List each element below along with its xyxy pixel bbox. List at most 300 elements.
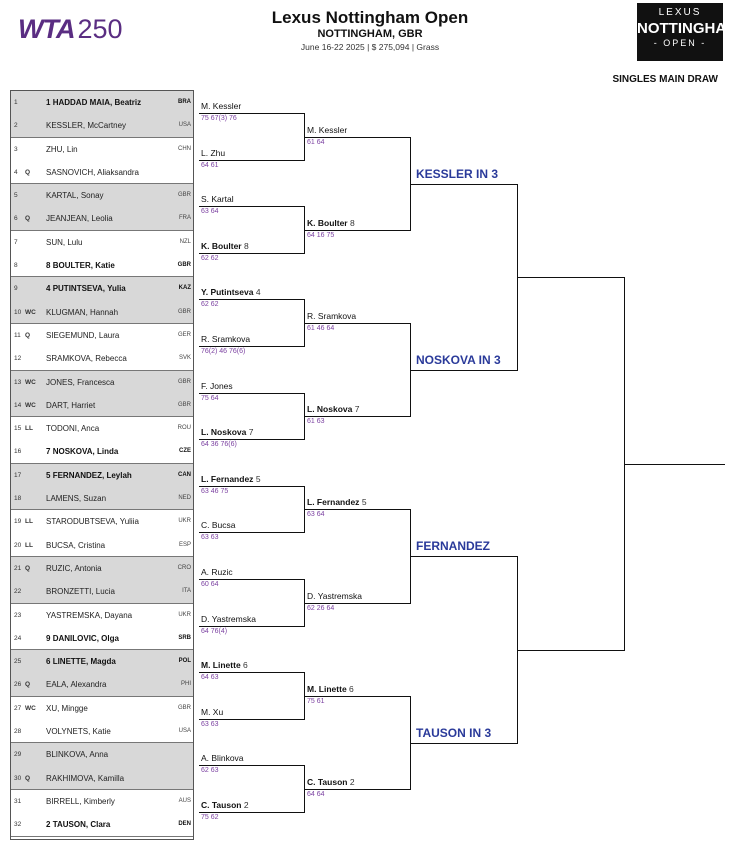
draw-pair bbox=[11, 604, 193, 651]
entry-status: WC bbox=[25, 401, 36, 409]
draw-row bbox=[11, 720, 193, 743]
player-name: ZHU, Lin bbox=[46, 144, 78, 154]
draw-row bbox=[11, 161, 193, 184]
entry-status: LL bbox=[25, 425, 33, 433]
player-name-cell bbox=[46, 604, 132, 627]
entry-status: WC bbox=[25, 704, 36, 712]
winner-name bbox=[201, 520, 236, 530]
draw-pair bbox=[11, 324, 193, 371]
winner-name bbox=[201, 567, 233, 577]
player-name-cell bbox=[46, 91, 141, 114]
draw-pair bbox=[11, 91, 193, 138]
player-name-cell bbox=[46, 767, 124, 790]
wta-250-logo bbox=[18, 14, 123, 45]
draw-pair bbox=[11, 650, 193, 697]
winner-name bbox=[201, 800, 249, 810]
draw-pair bbox=[11, 464, 193, 511]
country-code: POL bbox=[178, 658, 191, 665]
winner-name bbox=[307, 404, 359, 414]
country-code: UKR bbox=[178, 611, 191, 618]
draw-number: 9 bbox=[14, 285, 18, 293]
player-name: DANILOVIC, Olga bbox=[52, 633, 119, 643]
player-name-cell bbox=[46, 650, 116, 673]
draw-row bbox=[11, 557, 193, 580]
country-code: GBR bbox=[177, 401, 191, 408]
bracket-line bbox=[199, 393, 305, 394]
logo-line-1: LEXUS bbox=[658, 7, 702, 18]
bracket-line bbox=[199, 579, 305, 580]
seed-number: 2 bbox=[46, 820, 51, 830]
winner-text: R. Sramkova bbox=[201, 334, 251, 344]
player-name: PUTINTSEVA, Yulia bbox=[52, 284, 126, 294]
player-name-cell bbox=[46, 487, 106, 510]
bracket-line bbox=[199, 160, 305, 161]
player-name-cell bbox=[46, 790, 115, 813]
bracket-line bbox=[305, 323, 411, 324]
player-name: TAUSON, Clara bbox=[52, 820, 111, 830]
draw-number: 16 bbox=[14, 448, 22, 456]
seed-number: 5 bbox=[46, 470, 51, 480]
winner-text: C. Bucsa bbox=[201, 520, 236, 530]
draw-number: 26 bbox=[14, 681, 22, 689]
bracket-line bbox=[411, 556, 518, 557]
seed-number: 7 bbox=[46, 447, 51, 457]
winner-text: M. Xu bbox=[201, 707, 224, 717]
player-name: SIEGEMUND, Laura bbox=[46, 331, 120, 340]
winner-text: Y. Putintseva bbox=[201, 287, 254, 297]
winner-text: L. Noskova bbox=[307, 404, 353, 414]
wta-tier-text: 250 bbox=[77, 14, 123, 44]
winner-text: M. Linette bbox=[307, 684, 347, 694]
player-name-cell bbox=[46, 184, 104, 207]
draw-number: 15 bbox=[14, 425, 22, 433]
winner-name bbox=[201, 427, 253, 437]
seed-number: 1 bbox=[46, 98, 51, 107]
match-score: 62 63 bbox=[201, 767, 219, 774]
match-score: 60 64 bbox=[201, 581, 219, 588]
draw-row bbox=[11, 650, 193, 673]
player-name-cell bbox=[46, 161, 139, 184]
bracket-line bbox=[305, 696, 411, 697]
match-score: 64 61 bbox=[201, 162, 219, 169]
country-code: KAZ bbox=[178, 285, 191, 292]
bracket-line bbox=[305, 137, 411, 138]
draw-label: SINGLES MAIN DRAW bbox=[612, 74, 718, 85]
semifinalist-label: TAUSON IN 3 bbox=[416, 726, 492, 740]
draw-number: 5 bbox=[14, 192, 18, 200]
draw-row bbox=[11, 767, 193, 790]
player-name: BIRRELL, Kimberly bbox=[46, 797, 115, 806]
draw-number: 4 bbox=[14, 168, 18, 176]
bracket-line bbox=[518, 650, 625, 651]
player-name: KARTAL, Sonay bbox=[46, 191, 104, 201]
country-code: CAN bbox=[178, 471, 191, 478]
match-score: 64 76(4) bbox=[201, 628, 228, 635]
winner-name bbox=[201, 753, 244, 763]
country-code: GBR bbox=[177, 192, 191, 199]
match-score: 63 63 bbox=[201, 534, 219, 541]
winner-seed: 5 bbox=[255, 474, 261, 484]
draw-row bbox=[11, 114, 193, 137]
match-score: 61 63 bbox=[307, 418, 325, 425]
match-score: 64 63 bbox=[201, 674, 219, 681]
bracket-line bbox=[199, 299, 305, 300]
winner-text: D. Yastremska bbox=[307, 591, 362, 601]
bracket-line bbox=[518, 277, 625, 278]
bracket-line bbox=[199, 439, 305, 440]
tournament-title: Lexus Nottingham Open bbox=[271, 8, 469, 27]
country-code: GER bbox=[177, 332, 191, 338]
player-name-cell bbox=[46, 464, 132, 487]
country-code: GBR bbox=[177, 704, 191, 711]
winner-name bbox=[201, 287, 261, 297]
entry-status: LL bbox=[25, 541, 33, 549]
draw-row bbox=[11, 371, 193, 394]
player-name-cell bbox=[46, 301, 118, 324]
winner-seed: 7 bbox=[248, 427, 254, 437]
player-name: KLUGMAN, Hannah bbox=[46, 307, 119, 317]
match-score: 63 64 bbox=[307, 511, 325, 518]
country-code: BRA bbox=[178, 99, 191, 105]
seed-number: 4 bbox=[46, 284, 51, 294]
country-code: CZE bbox=[179, 448, 191, 455]
player-name-cell bbox=[46, 440, 118, 463]
bracket-line bbox=[199, 206, 305, 207]
draw-pair bbox=[11, 790, 193, 837]
match-score: 62 62 bbox=[201, 255, 219, 262]
draw-number: 11 bbox=[14, 332, 21, 339]
player-name-cell bbox=[46, 534, 105, 557]
player-name-cell bbox=[46, 697, 88, 720]
draw-number: 25 bbox=[14, 658, 22, 666]
player-name-cell bbox=[46, 720, 111, 743]
lexus-nottingham-logo bbox=[637, 3, 739, 61]
country-code: GBR bbox=[177, 378, 191, 385]
match-score: 61 46 64 bbox=[307, 325, 335, 332]
entry-status: WC bbox=[25, 378, 36, 386]
entry-status: Q bbox=[25, 565, 31, 572]
player-name: SUN, Lulu bbox=[46, 237, 83, 247]
winner-text: L. Fernandez bbox=[201, 474, 254, 484]
draw-row bbox=[11, 813, 193, 836]
player-name-cell bbox=[46, 510, 139, 533]
draw-pair bbox=[11, 510, 193, 557]
bracket-line bbox=[305, 789, 411, 790]
bracket-line bbox=[199, 113, 305, 114]
winner-name bbox=[201, 148, 225, 158]
tournament-location: NOTTINGHAM, GBR bbox=[317, 28, 423, 40]
draw-number: 17 bbox=[14, 471, 22, 479]
winner-text: K. Boulter bbox=[307, 218, 348, 228]
draw-row bbox=[11, 627, 193, 650]
winner-text: L. Fernandez bbox=[307, 497, 360, 507]
country-code: FRA bbox=[179, 215, 191, 222]
draw-row bbox=[11, 347, 193, 370]
match-score: 63 46 75 bbox=[201, 488, 229, 495]
country-code: USA bbox=[178, 728, 191, 735]
draw-row bbox=[11, 91, 193, 114]
semifinalist-label: KESSLER IN 3 bbox=[416, 167, 499, 181]
draw-pair bbox=[11, 557, 193, 604]
draw-row bbox=[11, 324, 193, 347]
bracket-line bbox=[625, 464, 725, 465]
draw-row bbox=[11, 184, 193, 207]
winner-seed: 4 bbox=[255, 287, 261, 297]
draw-row bbox=[11, 440, 193, 463]
country-code: ITA bbox=[182, 588, 191, 595]
draw-table bbox=[10, 90, 194, 840]
entry-status: WC bbox=[25, 308, 36, 316]
player-name-cell bbox=[46, 254, 115, 277]
player-name: SASNOVICH, Aliaksandra bbox=[46, 167, 139, 177]
seed-number: 9 bbox=[46, 633, 51, 643]
player-name: EALA, Alexandra bbox=[46, 680, 107, 690]
country-code: ESP bbox=[178, 541, 191, 548]
winner-seed: 6 bbox=[243, 660, 248, 670]
draw-row bbox=[11, 697, 193, 720]
match-score: 64 64 bbox=[307, 791, 325, 798]
draw-number: 19 bbox=[14, 518, 22, 526]
match-score: 75 61 bbox=[307, 698, 325, 705]
winner-name bbox=[307, 591, 362, 601]
player-name-cell bbox=[46, 347, 127, 370]
bracket-line bbox=[199, 719, 305, 720]
player-name-cell bbox=[46, 743, 108, 766]
player-name: XU, Mingge bbox=[46, 703, 88, 713]
match-score: 63 64 bbox=[201, 208, 219, 215]
player-name: BRONZETTI, Lucia bbox=[46, 587, 115, 597]
draw-number: 24 bbox=[14, 634, 22, 642]
winner-text: C. Tauson bbox=[307, 777, 348, 787]
winner-name bbox=[307, 125, 347, 135]
draw-row bbox=[11, 580, 193, 603]
player-name-cell bbox=[46, 417, 99, 440]
draw-row bbox=[11, 417, 193, 440]
player-name-cell bbox=[46, 813, 110, 836]
draw-number: 12 bbox=[14, 355, 22, 363]
draw-row bbox=[11, 487, 193, 510]
country-code: PHI bbox=[180, 681, 191, 688]
entry-status: LL bbox=[25, 518, 33, 526]
entry-status: Q bbox=[25, 168, 31, 176]
draw-number: 14 bbox=[14, 401, 22, 409]
draw-number: 28 bbox=[14, 728, 22, 736]
country-code: UKR bbox=[178, 518, 191, 525]
player-name: SRAMKOVA, Rebecca bbox=[46, 354, 127, 364]
draw-pair bbox=[11, 231, 193, 278]
draw-number: 23 bbox=[14, 611, 22, 619]
player-name: BLINKOVA, Anna bbox=[46, 750, 109, 760]
player-name-cell bbox=[46, 114, 126, 137]
match-score: 76(2) 46 76(6) bbox=[201, 348, 246, 355]
draw-pair bbox=[11, 743, 193, 790]
bracket-line bbox=[199, 626, 305, 627]
player-name-cell bbox=[46, 277, 126, 300]
draw-row bbox=[11, 231, 193, 254]
match-score: 62 26 64 bbox=[307, 605, 335, 612]
winner-text: M. Kessler bbox=[201, 101, 242, 111]
bracket-line bbox=[199, 812, 305, 813]
player-name-cell bbox=[46, 138, 78, 161]
country-code: GBR bbox=[177, 262, 191, 269]
draw-row bbox=[11, 207, 193, 230]
player-name-cell bbox=[46, 207, 113, 230]
winner-name bbox=[307, 218, 355, 228]
bracket-line bbox=[199, 253, 305, 254]
player-name-cell bbox=[46, 627, 119, 650]
winner-name bbox=[201, 241, 249, 251]
winner-name bbox=[307, 777, 355, 787]
player-name: RAKHIMOVA, Kamilla bbox=[46, 773, 125, 783]
match-score: 75 62 bbox=[201, 814, 219, 821]
winner-text: S. Kartal bbox=[201, 194, 234, 204]
draw-number: 22 bbox=[14, 588, 22, 596]
winner-name bbox=[307, 497, 367, 507]
entry-status: Q bbox=[25, 215, 31, 223]
winner-text: L. Noskova bbox=[201, 427, 247, 437]
draw-number: 32 bbox=[14, 821, 22, 829]
player-name-cell bbox=[46, 557, 102, 580]
semifinalist-label: NOSKOVA IN 3 bbox=[416, 353, 501, 367]
bracket-line bbox=[305, 509, 411, 510]
country-code: CRO bbox=[177, 565, 191, 571]
logo-line-3: - OPEN - bbox=[653, 38, 707, 48]
bracket-line bbox=[199, 672, 305, 673]
winner-name bbox=[307, 311, 356, 321]
country-code: ROU bbox=[177, 425, 191, 432]
winner-seed: 6 bbox=[349, 684, 354, 694]
draw-row bbox=[11, 673, 193, 696]
draw-number: 20 bbox=[14, 541, 22, 549]
draw-row bbox=[11, 510, 193, 533]
winner-seed: 5 bbox=[361, 497, 367, 507]
player-name: DART, Harriet bbox=[46, 400, 96, 410]
match-score: 75 67(3) 76 bbox=[201, 115, 237, 122]
country-code: NED bbox=[178, 495, 191, 502]
draw-row bbox=[11, 138, 193, 161]
tournament-info: June 16-22 2025 | $ 275,094 | Grass bbox=[300, 42, 440, 52]
player-name: RUZIC, Antonia bbox=[46, 564, 102, 573]
player-name: TODONI, Anca bbox=[46, 424, 100, 434]
entry-status: Q bbox=[25, 332, 31, 339]
winner-text: K. Boulter bbox=[201, 241, 242, 251]
country-code: USA bbox=[178, 122, 191, 129]
player-name: LAMENS, Suzan bbox=[46, 494, 107, 504]
draw-number: 1 bbox=[14, 99, 18, 106]
player-name-cell bbox=[46, 231, 82, 254]
winner-text: A. Ruzic bbox=[201, 567, 233, 577]
winner-text: M. Linette bbox=[201, 660, 241, 670]
draw-number: 7 bbox=[14, 238, 18, 246]
player-name: HADDAD MAIA, Beatriz bbox=[52, 98, 142, 107]
draw-pair bbox=[11, 371, 193, 418]
bracket-line bbox=[199, 532, 305, 533]
logo-line-2: NOTTINGHAM bbox=[637, 20, 739, 37]
draw-row bbox=[11, 394, 193, 417]
seed-number: 6 bbox=[46, 657, 51, 667]
winner-text: D. Yastremska bbox=[201, 614, 256, 624]
winner-text: L. Zhu bbox=[201, 148, 226, 158]
draw-pair bbox=[11, 417, 193, 464]
winner-text: A. Blinkova bbox=[201, 753, 244, 763]
match-score: 64 36 76(6) bbox=[201, 441, 237, 448]
player-name: LINETTE, Magda bbox=[52, 657, 116, 667]
player-name: VOLYNETS, Katie bbox=[46, 727, 111, 737]
country-code: CHN bbox=[178, 145, 191, 152]
wta-logo-text: WTA bbox=[18, 14, 75, 44]
winner-name bbox=[307, 684, 354, 694]
match-score: 75 64 bbox=[201, 395, 219, 402]
player-name-cell bbox=[46, 580, 115, 603]
draw-row bbox=[11, 743, 193, 766]
winner-seed: 7 bbox=[354, 404, 360, 414]
winner-name bbox=[201, 614, 256, 624]
draw-pair bbox=[11, 138, 193, 185]
winner-name bbox=[201, 660, 248, 670]
draw-number: 30 bbox=[14, 774, 22, 782]
player-name: STARODUBTSEVA, Yuliia bbox=[46, 517, 139, 527]
winner-text: M. Kessler bbox=[307, 125, 348, 135]
player-name: BUCSA, Cristina bbox=[46, 540, 106, 550]
country-code: SRB bbox=[178, 634, 191, 641]
draw-row bbox=[11, 254, 193, 277]
bracket-line bbox=[305, 230, 411, 231]
draw-number: 10 bbox=[14, 308, 22, 316]
winner-text: R. Sramkova bbox=[307, 311, 357, 321]
draw-row bbox=[11, 534, 193, 557]
bracket-line bbox=[199, 486, 305, 487]
player-name: BOULTER, Katie bbox=[52, 261, 115, 271]
entry-status: Q bbox=[25, 774, 31, 782]
match-score: 63 63 bbox=[201, 721, 219, 728]
bracket-line bbox=[199, 346, 305, 347]
bracket-line bbox=[199, 765, 305, 766]
player-name-cell bbox=[46, 673, 106, 696]
entry-status: Q bbox=[25, 681, 31, 689]
winner-text: F. Jones bbox=[201, 381, 233, 391]
country-code: DEN bbox=[178, 821, 191, 828]
draw-number: 8 bbox=[14, 262, 18, 270]
draw-pair bbox=[11, 277, 193, 324]
draw-number: 6 bbox=[14, 215, 18, 223]
draw-number: 18 bbox=[14, 495, 22, 503]
country-code: GBR bbox=[177, 308, 191, 315]
draw-number: 2 bbox=[14, 122, 18, 130]
winner-name bbox=[201, 194, 234, 204]
draw-number: 13 bbox=[14, 378, 22, 386]
winner-name bbox=[201, 101, 241, 111]
country-code: NZL bbox=[179, 238, 191, 245]
player-name: JONES, Francesca bbox=[46, 377, 115, 387]
bracket-line bbox=[305, 416, 411, 417]
player-name-cell bbox=[46, 371, 114, 394]
draw-number: 29 bbox=[14, 751, 22, 759]
match-score: 62 62 bbox=[201, 301, 219, 308]
draw-row bbox=[11, 464, 193, 487]
winner-name bbox=[201, 381, 233, 391]
player-name: JEANJEAN, Leolia bbox=[46, 214, 113, 224]
bracket-line bbox=[411, 743, 518, 744]
country-code: AUS bbox=[178, 798, 191, 804]
draw-number: 31 bbox=[14, 798, 22, 805]
player-name: KESSLER, McCartney bbox=[46, 121, 127, 131]
draw-number: 3 bbox=[14, 145, 18, 153]
draw-row bbox=[11, 301, 193, 324]
bracket-line bbox=[411, 184, 518, 185]
semifinalist-label: FERNANDEZ bbox=[416, 539, 490, 553]
player-name-cell bbox=[46, 324, 119, 347]
winner-text: C. Tauson bbox=[201, 800, 242, 810]
